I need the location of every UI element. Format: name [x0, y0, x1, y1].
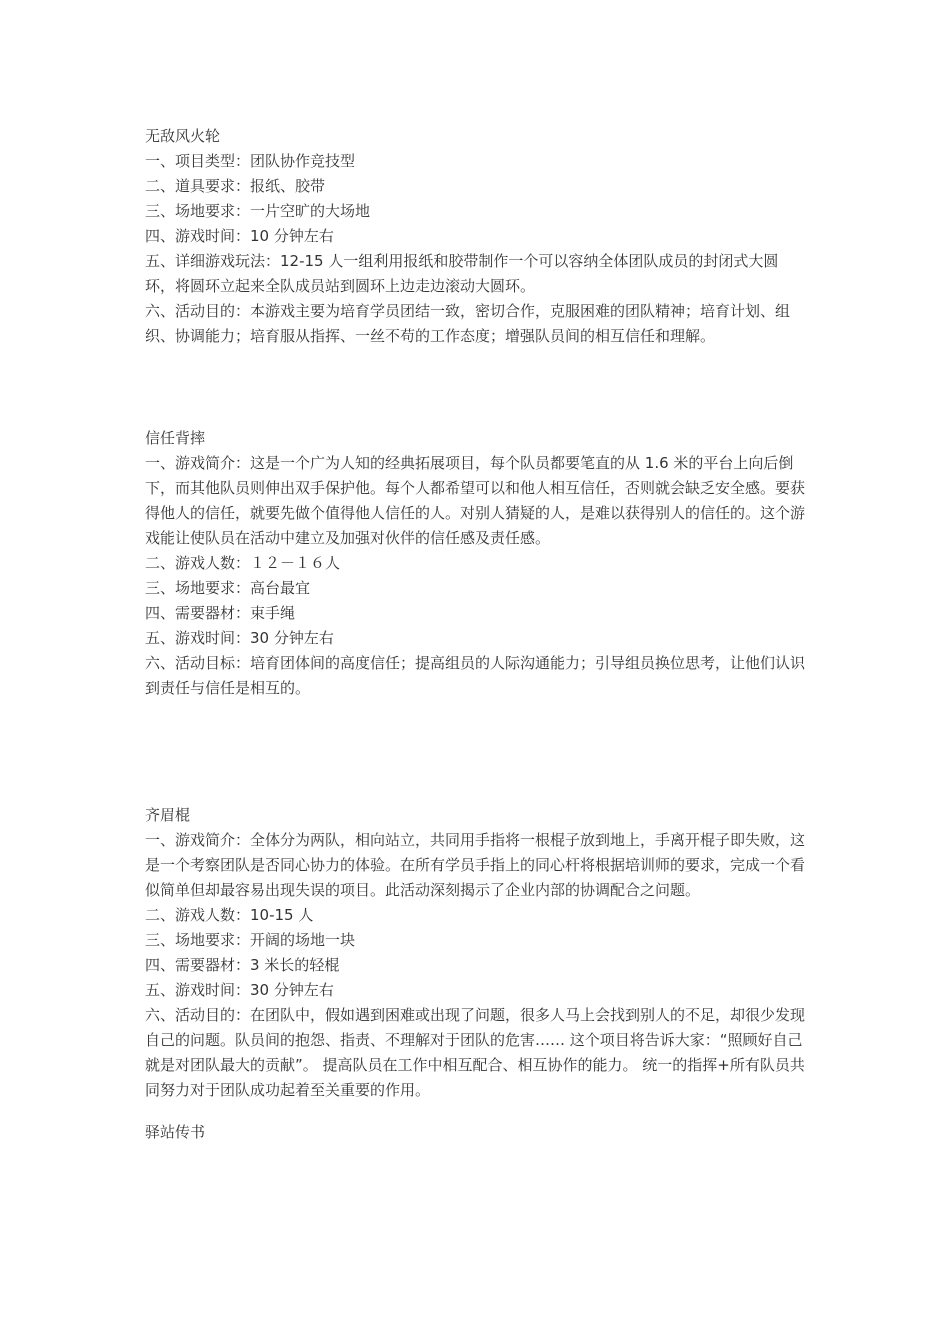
section-xinren-beishuai [145, 426, 805, 701]
section-wudi-fenghuolun [145, 124, 805, 349]
section-title: 信任背摔 [145, 429, 206, 447]
section-qimeigun [145, 803, 805, 1103]
item-purpose: 六、活动目的：本游戏主要为培育学员团结一致，密切合作，克服困难的团队精神；培育计划、组织、协调能力；培育服从指挥、一丝不苟的工作态度；增强队员间的相互信任和理解。 [145, 302, 791, 345]
item-purpose: 六、活动目的：在团队中，假如遇到困难或出现了问题，很多人马上会找到别人的不足，却很少发现自己的问题。队员间的抱怨、指责、不理解对于团队的危害…… 这个项目将告诉大家：“照顾好自己就是对团队最大的贡献”。 提高队员在工作中相互配合、相互协作的能力。 统一的指挥+所有队员共同努力对于团队成功起着至关重要的作用。 [145, 1006, 806, 1099]
section-title: 齐眉棍 [145, 806, 191, 824]
item-intro: 一、游戏简介：这是一个广为人知的经典拓展项目，每个队员都要笔直的从 1.6 米的平台上向后倒下，而其他队员则伸出双手保护他。每个人都希望可以和他人相互信任，否则就会缺乏安全感。要获得他人的信任，就要先做个值得他人信任的人。对别人猜疑的人，是难以获得别人的信任的。这个游戏能让使队员在活动中建立及加强对伙伴的信任感及责任感。 [145, 454, 806, 547]
item-time: 五、游戏时间：30 分钟左右 [145, 981, 334, 999]
item-players: 二、游戏人数：１２－１６人 [145, 554, 341, 572]
item-props: 二、道具要求：报纸、胶带 [145, 177, 326, 195]
section-title: 驿站传书 [145, 1123, 206, 1141]
item-time: 四、游戏时间：10 分钟左右 [145, 227, 334, 245]
item-players: 二、游戏人数：10-15 人 [145, 906, 314, 924]
item-venue: 三、场地要求：一片空旷的大场地 [145, 202, 371, 220]
item-equipment: 四、需要器材：3 米长的轻棍 [145, 956, 340, 974]
item-type: 一、项目类型：团队协作竞技型 [145, 152, 356, 170]
item-goal: 六、活动目标：培育团体间的高度信任；提高组员的人际沟通能力；引导组员换位思考，让他们认识到责任与信任是相互的。 [145, 654, 806, 697]
document-page [145, 124, 805, 1145]
item-venue: 三、场地要求：高台最宜 [145, 579, 311, 597]
item-rules: 五、详细游戏玩法：12-15 人一组利用报纸和胶带制作一个可以容纳全体团队成员的封闭式大圆环，将圆环立起来全队成员站到圆环上边走边滚动大圆环。 [145, 252, 779, 295]
section-yizhan-chuanshu [145, 1120, 805, 1145]
item-time: 五、游戏时间：30 分钟左右 [145, 629, 334, 647]
item-venue: 三、场地要求：开阔的场地一块 [145, 931, 356, 949]
section-title: 无敌风火轮 [145, 127, 221, 145]
item-equipment: 四、需要器材：束手绳 [145, 604, 296, 622]
item-intro: 一、游戏简介：全体分为两队，相向站立，共同用手指将一根棍子放到地上，手离开棍子即失败，这是一个考察团队是否同心协力的体验。在所有学员手指上的同心杆将根据培训师的要求，完成一个看似简单但却最容易出现失误的项目。此活动深刻揭示了企业内部的协调配合之问题。 [145, 831, 806, 899]
